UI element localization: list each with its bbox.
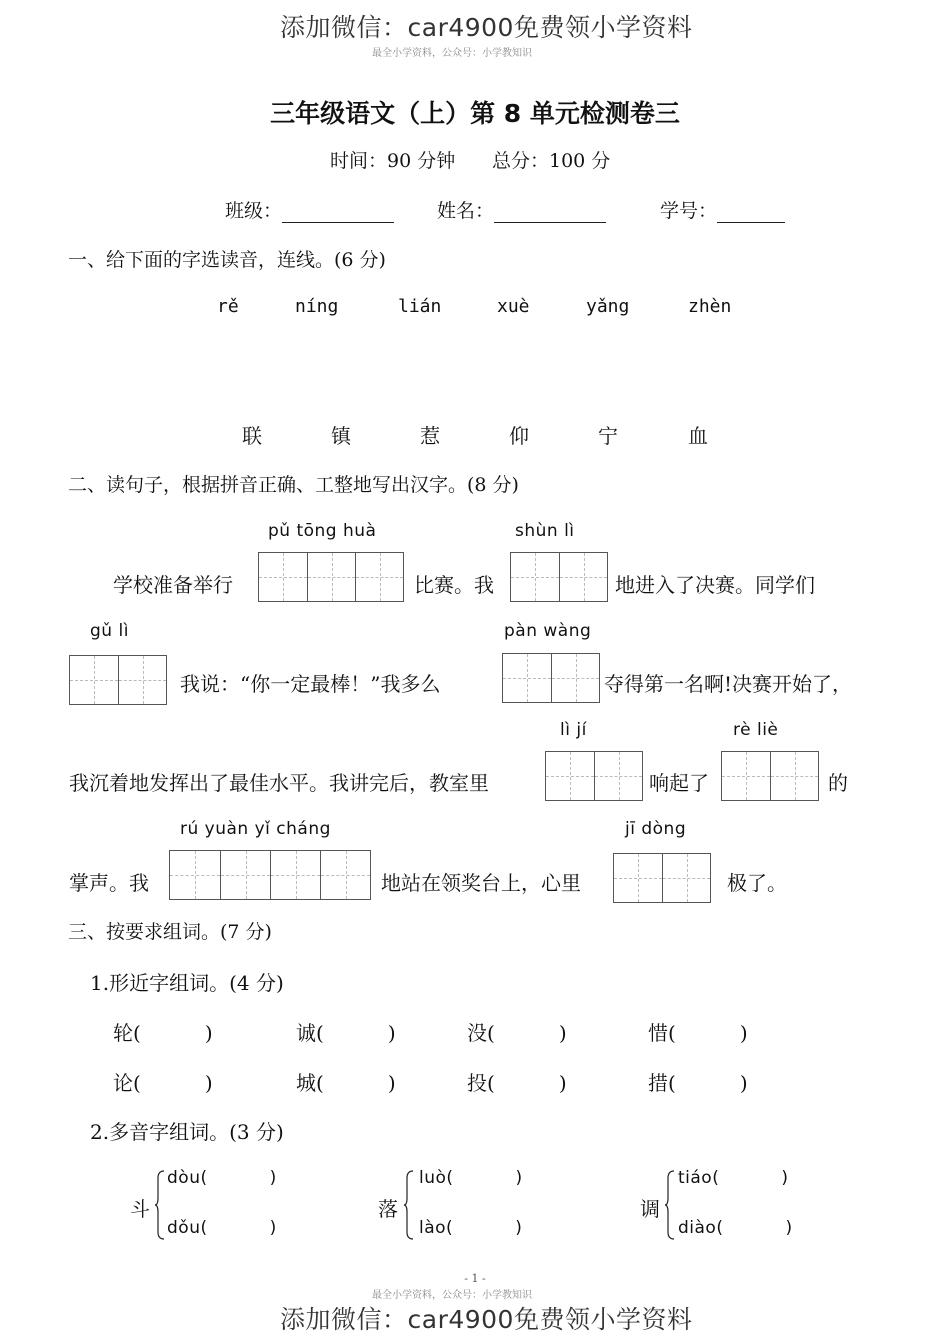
class-blank[interactable]	[282, 202, 394, 223]
char-option[interactable]: 镇	[331, 424, 351, 448]
sentence-text: 夺得第一名啊!决赛开始了，	[604, 672, 853, 696]
name-field[interactable]	[437, 196, 606, 223]
writing-grid-panwang[interactable]	[502, 653, 600, 703]
sentence-text: 学校准备举行	[113, 573, 233, 597]
brace-icon	[404, 1170, 413, 1240]
pinyin-option[interactable]: zhèn	[688, 296, 732, 317]
polyphonic-char: 调	[640, 1197, 660, 1221]
word-item[interactable]: 诚( )	[296, 1021, 396, 1045]
watermark-bottom: 添加微信：car4900免费领小学资料	[280, 1305, 693, 1334]
class-label: 班级：	[225, 200, 283, 222]
writing-cell[interactable]	[770, 752, 818, 800]
id-label: 学号：	[660, 200, 718, 222]
watermark-top: 添加微信：car4900免费领小学资料	[280, 13, 693, 42]
exam-time: 时间：90 分钟	[330, 150, 456, 172]
writing-cell[interactable]	[118, 656, 166, 704]
sentence-text: 我沉着地发挥出了最佳水平。我讲完后，教室里	[69, 771, 489, 795]
writing-cell[interactable]	[220, 851, 270, 899]
pinyin-hint: lì jí	[560, 720, 587, 740]
pinyin-hint: rè liè	[733, 720, 779, 740]
watermark-bottom-small: 最全小学资料，公众号：小学教知识	[372, 1290, 532, 1301]
writing-cell[interactable]	[307, 553, 355, 601]
section3-heading: 三、按要求组词。(7 分)	[68, 921, 272, 943]
polyphonic-item[interactable]: diào( )	[678, 1218, 793, 1238]
sentence-text: 比赛。我	[414, 573, 494, 597]
polyphonic-item[interactable]: dòu( )	[167, 1168, 277, 1188]
pinyin-option[interactable]: níng	[295, 296, 339, 317]
section2-heading: 二、读句子，根据拼音正确、工整地写出汉字。(8 分)	[68, 474, 519, 496]
writing-grid-ruyuanyichang[interactable]	[169, 850, 371, 900]
word-item[interactable]: 措( )	[648, 1071, 748, 1095]
polyphonic-item[interactable]: lào( )	[419, 1218, 523, 1238]
writing-cell[interactable]	[546, 752, 594, 800]
class-field[interactable]	[225, 196, 394, 223]
polyphonic-char: 斗	[130, 1197, 150, 1221]
pinyin-hint: jī dòng	[625, 819, 687, 839]
sentence-text: 的	[828, 771, 848, 795]
char-option[interactable]: 惹	[420, 424, 440, 448]
word-item[interactable]: 投( )	[467, 1071, 567, 1095]
pinyin-hint: pǔ tōng huà	[268, 521, 377, 541]
writing-cell[interactable]	[511, 553, 559, 601]
sentence-text: 我说：“你一定最棒！”我多么	[180, 672, 441, 696]
writing-cell[interactable]	[70, 656, 118, 704]
part1-heading: 1.形近字组词。(4 分)	[90, 971, 284, 995]
polyphonic-item[interactable]: luò( )	[419, 1168, 523, 1188]
exam-total: 总分：100 分	[492, 150, 611, 172]
word-item[interactable]: 轮( )	[113, 1021, 213, 1045]
pinyin-hint: gǔ lì	[90, 621, 129, 641]
char-option[interactable]: 仰	[509, 424, 529, 448]
char-option[interactable]: 联	[242, 424, 262, 448]
polyphonic-item[interactable]: dǒu( )	[167, 1218, 277, 1238]
writing-cell[interactable]	[355, 553, 403, 601]
page-title: 三年级语文（上）第 8 单元检测卷三	[270, 99, 680, 128]
polyphonic-item[interactable]: tiáo( )	[678, 1168, 789, 1188]
writing-cell[interactable]	[170, 851, 220, 899]
pinyin-option[interactable]: xuè	[497, 296, 530, 317]
pinyin-hint: pàn wàng	[504, 621, 592, 641]
writing-cell[interactable]	[503, 654, 551, 702]
char-option[interactable]: 血	[688, 424, 708, 448]
writing-cell[interactable]	[320, 851, 370, 899]
writing-grid-jidong[interactable]	[613, 853, 711, 903]
sentence-text: 掌声。我	[69, 871, 149, 895]
writing-cell[interactable]	[559, 553, 607, 601]
name-label: 姓名：	[437, 200, 495, 222]
sentence-text: 地站在领奖台上，心里	[381, 871, 581, 895]
writing-cell[interactable]	[270, 851, 320, 899]
part2-heading: 2.多音字组词。(3 分)	[90, 1120, 284, 1144]
sentence-text: 极了。	[727, 871, 787, 895]
polyphonic-char: 落	[378, 1197, 398, 1221]
pinyin-option[interactable]: lián	[398, 296, 442, 317]
writing-cell[interactable]	[722, 752, 770, 800]
writing-cell[interactable]	[259, 553, 307, 601]
sentence-text: 响起了	[649, 771, 709, 795]
writing-grid-liji[interactable]	[545, 751, 643, 801]
pinyin-option[interactable]: yǎng	[586, 296, 630, 317]
id-field[interactable]	[660, 196, 785, 223]
writing-cell[interactable]	[551, 654, 599, 702]
brace-icon	[155, 1170, 164, 1240]
pinyin-hint: shùn lì	[515, 521, 575, 541]
word-item[interactable]: 论( )	[113, 1071, 213, 1095]
writing-cell[interactable]	[594, 752, 642, 800]
id-blank[interactable]	[717, 202, 785, 223]
word-item[interactable]: 惜( )	[648, 1021, 748, 1045]
writing-cell[interactable]	[614, 854, 662, 902]
writing-cell[interactable]	[662, 854, 710, 902]
word-item[interactable]: 没( )	[467, 1021, 567, 1045]
brace-icon	[665, 1170, 674, 1240]
pinyin-hint: rú yuàn yǐ cháng	[180, 819, 331, 839]
writing-grid-putonghua[interactable]	[258, 552, 404, 602]
writing-grid-shunli[interactable]	[510, 552, 608, 602]
section1-heading: 一、给下面的字选读音，连线。(6 分)	[68, 249, 386, 271]
watermark-top-small: 最全小学资料，公众号：小学教知识	[372, 48, 532, 59]
sentence-text: 地进入了决赛。同学们	[615, 573, 815, 597]
name-blank[interactable]	[494, 202, 606, 223]
writing-grid-guli[interactable]	[69, 655, 167, 705]
page-number: - 1 -	[464, 1272, 486, 1285]
writing-grid-relie[interactable]	[721, 751, 819, 801]
char-option[interactable]: 宁	[598, 424, 618, 448]
pinyin-option[interactable]: rě	[217, 296, 239, 317]
word-item[interactable]: 城( )	[296, 1071, 396, 1095]
